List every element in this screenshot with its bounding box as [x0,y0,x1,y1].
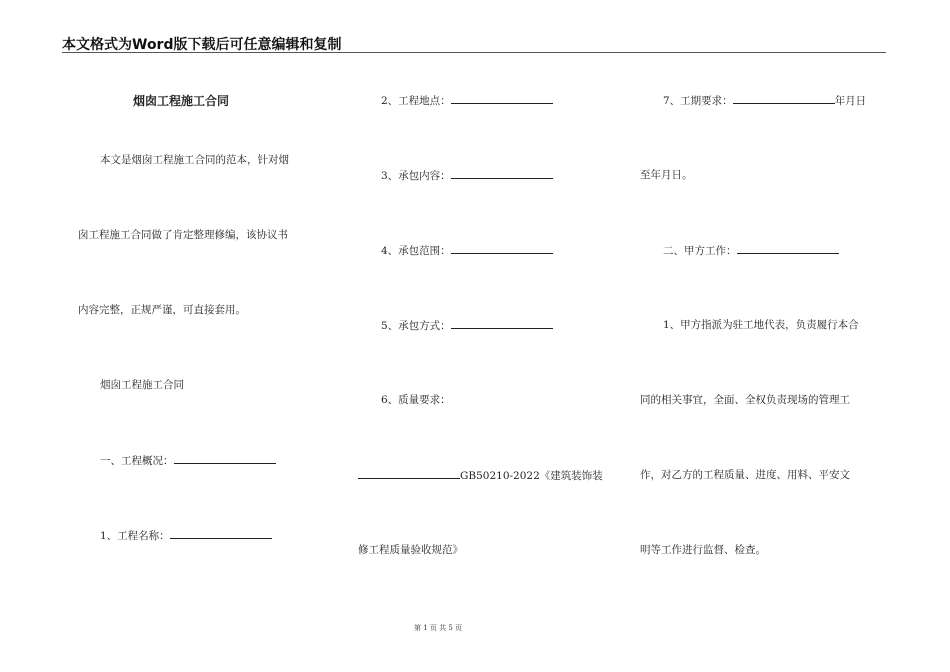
party-a-line-1: 1、甲方指派为驻工地代表，负责履行本合 [663,319,859,331]
item-overview [100,453,276,468]
item-location [381,93,553,108]
item-project-name [100,528,272,543]
party-a-line-4: 明等工作进行监督、检查。 [640,544,766,556]
period-suffix: 年月日 [834,95,867,107]
item-scope-label: 4、承包范围： [381,245,451,257]
overview-blank-line [174,453,276,464]
intro-line-1: 本文是烟囱工程施工合同的范本，针对烟 [100,154,289,166]
item-project-name-label: 1、工程名称： [100,530,170,542]
page-header-title: 本文格式为Word版下载后可任意编辑和复制 [62,37,342,53]
party-a-blank-line [737,243,839,254]
quality-blank-line [358,468,460,479]
item-scope [381,243,553,258]
item-content-label: 3、承包内容： [381,170,451,182]
content-blank-line [451,168,553,179]
quality-standard-line-2: 修工程质量验收规范》 [358,544,463,556]
contract-subtitle: 烟囱工程施工合同 [100,379,184,391]
party-a-line-3: 作，对乙方的工程质量、进度、用料、平安文 [640,469,850,481]
quality-standard-line [358,468,603,483]
project-name-blank-line [170,528,272,539]
intro-line-2: 囱工程施工合同做了肯定整理修编，该协议书 [78,229,288,241]
page-number-footer: 第 1 页 共 5 页 [414,624,463,632]
item-overview-label: 一、工程概况： [100,455,174,467]
period-to: 至年月日。 [640,169,693,181]
item-method-label: 5、承包方式： [381,320,451,332]
intro-line-3: 内容完整，正规严谨，可直接套用。 [78,304,246,316]
method-blank-line [451,318,553,329]
item-period [663,93,866,108]
period-blank-line [733,93,835,104]
document-title: 烟囱工程施工合同 [133,94,230,108]
item-method [381,318,553,333]
scope-blank-line [451,243,553,254]
item-quality: 6、质量要求： [381,394,451,406]
quality-standard-text: GB50210-2022《建筑装饰装 [460,470,603,482]
item-party-a-label: 二、甲方工作： [663,245,737,257]
item-party-a [663,243,839,258]
header-divider [62,52,886,53]
item-period-label: 7、工期要求： [663,95,733,107]
party-a-line-2: 同的相关事宜，全面、全权负责现场的管理工 [640,394,850,406]
item-location-label: 2、工程地点： [381,95,451,107]
location-blank-line [451,93,553,104]
item-content [381,168,553,183]
